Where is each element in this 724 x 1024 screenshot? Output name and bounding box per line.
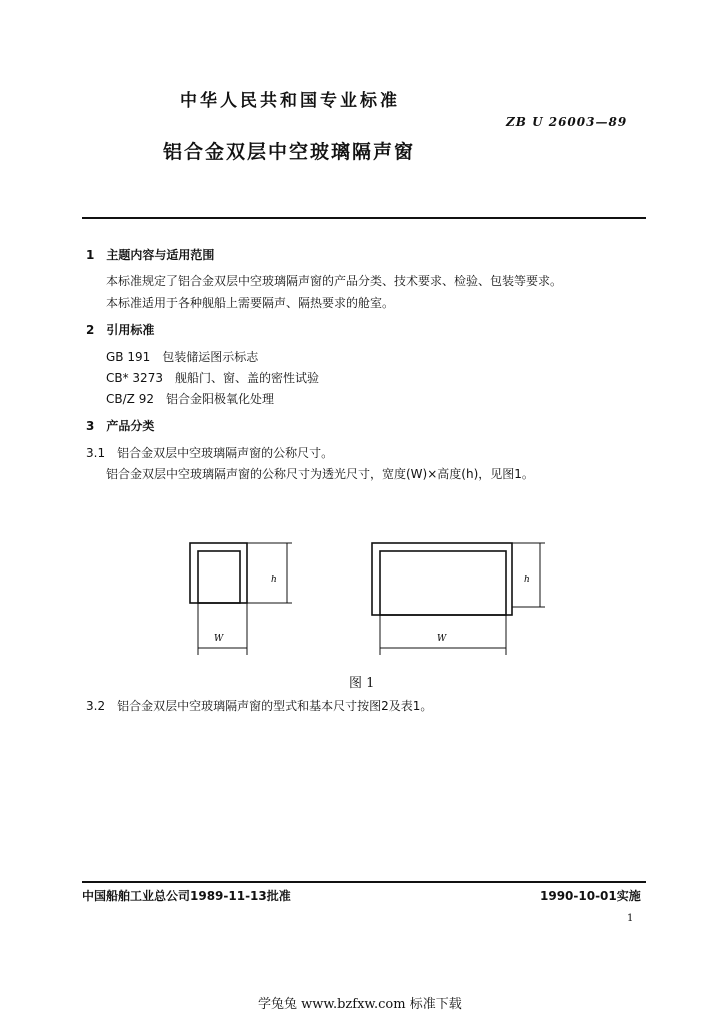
section-3-1-heading: 3.1 铝合金双层中空玻璃隔声窗的公称尺寸。 — [86, 446, 334, 460]
section-1-para-1: 本标准规定了铝合金双层中空玻璃隔声窗的产品分类、技术要求、检验、包装等要求。 — [106, 274, 563, 288]
watermark-link[interactable]: 学兔兔 www.bzfxw.com 标准下载 — [258, 997, 462, 1012]
standard-org: 中华人民共和国专业标准 — [180, 91, 400, 111]
height-label: h — [524, 575, 530, 585]
section-3-2-text: 3.2 铝合金双层中空玻璃隔声窗的型式和基本尺寸按图2及表1。 — [86, 699, 433, 713]
height-label: h — [271, 575, 277, 585]
document-title: 铝合金双层中空玻璃隔声窗 — [163, 141, 416, 163]
standard-code: ZB U 26003—89 — [506, 115, 628, 129]
footer-divider — [82, 881, 646, 883]
reference-item: CB/Z 92 铝合金阳极氧化处理 — [106, 392, 274, 406]
figure-caption: 图 1 — [349, 676, 375, 691]
section-3-heading: 3 产品分类 — [86, 419, 155, 433]
section-1-para-2: 本标准适用于各种舰船上需要隔声、隔热要求的舱室。 — [106, 296, 395, 310]
section-3-1-text: 铝合金双层中空玻璃隔声窗的公称尺寸为透光尺寸，宽度(W)×高度(h)，见图1。 — [106, 467, 534, 481]
section-1-heading: 1 主题内容与适用范围 — [86, 248, 215, 262]
reference-item: CB* 3273 舰船门、窗、盖的密性试验 — [106, 371, 319, 385]
approval-note: 中国船舶工业总公司1989-11-13批准 — [82, 889, 291, 903]
width-label: W — [437, 634, 447, 644]
window-outer-frame — [372, 543, 512, 615]
section-2-heading: 2 引用标准 — [86, 323, 155, 337]
window-inner-frame — [198, 551, 240, 603]
implementation-date: 1990-10-01实施 — [540, 889, 641, 903]
reference-item: GB 191 包装储运图示标志 — [106, 350, 259, 364]
window-inner-frame — [380, 551, 506, 615]
width-label: W — [214, 634, 224, 644]
page-number: 1 — [627, 913, 634, 924]
